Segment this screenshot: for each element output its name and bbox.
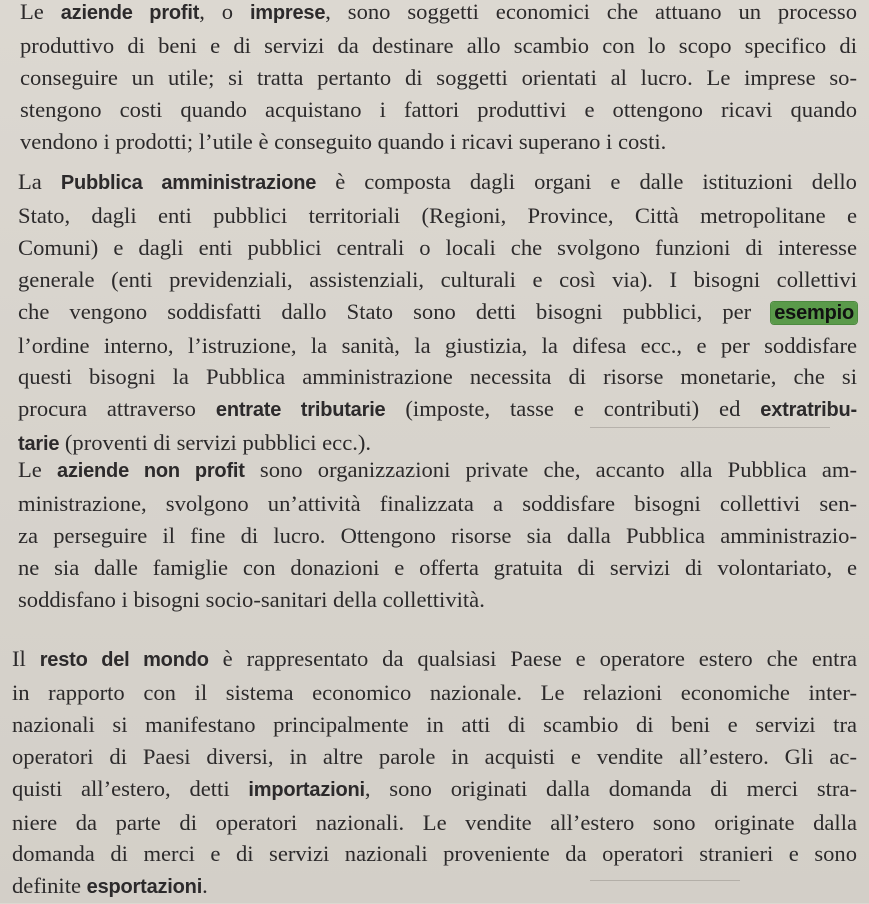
pencil-mark xyxy=(590,427,830,428)
text-line xyxy=(10,232,857,264)
text-line xyxy=(10,709,857,741)
bold-term: aziende profit xyxy=(60,2,200,24)
text-line xyxy=(10,200,857,232)
text-run: in rapporto con il sistema economico nazionale. Le relazioni economiche inter- xyxy=(12,679,857,705)
text-run: che vengono soddisfatti dallo Stato sono detti bisogni pubblici, per xyxy=(18,298,772,324)
bold-term: imprese xyxy=(249,2,326,24)
bold-term: tarie xyxy=(18,433,60,456)
text-line xyxy=(10,361,857,393)
text-line xyxy=(10,552,857,584)
text-line xyxy=(10,296,857,330)
text-run: Le xyxy=(18,457,58,482)
text-line xyxy=(10,264,857,296)
text-run: produttivo di beni e di servizi da destinare allo scambio con lo scopo specifico di xyxy=(20,32,857,58)
text-run: l’ordine interno, l’istruzione, la sanità, la giustizia, la difesa ecc., e per soddisfare xyxy=(18,332,857,358)
text-line xyxy=(10,838,857,870)
text-run: ne sia dalle famiglie con donazioni e offerta gratuita di servizi di volontariato, e xyxy=(18,554,857,580)
text-line xyxy=(10,584,857,616)
text-run: nazionali si manifestano principalmente in atti di scambio di beni e servizi tra xyxy=(12,711,857,737)
pencil-mark xyxy=(590,880,740,881)
bold-term: extratribu- xyxy=(760,399,857,422)
text-run: niere da parte di operatori nazionali. Le vendite all’estero sono originate dalla xyxy=(12,809,857,835)
text-line xyxy=(10,393,857,427)
text-run: vendono i prodotti; l’utile è conseguito quando i ricavi superano i costi. xyxy=(20,128,667,154)
text-run: Comuni) e dagli enti pubblici centrali o locali che svolgono funzioni di interesse xyxy=(18,234,857,260)
paragraph-resto-del-mondo xyxy=(10,643,857,904)
highlighted-term: esempio xyxy=(771,302,857,324)
bold-term: esportazioni xyxy=(86,876,203,899)
text-line xyxy=(10,0,857,30)
text-run: ministrazione, svolgono un’attività finalizzata a soddisfare bisogni collettivi sen- xyxy=(18,490,857,516)
paragraph-imprese xyxy=(10,0,857,158)
text-line xyxy=(10,94,857,126)
text-run: , o xyxy=(199,0,250,24)
text-run: questi bisogni la Pubblica amministrazione necessita di risorse monetarie, che si xyxy=(18,364,857,390)
text-run: Le xyxy=(20,0,61,24)
paragraph-pubblica-amministrazione xyxy=(10,166,857,461)
text-run: definite xyxy=(12,873,87,899)
text-run: (imposte, tasse e contributi) ed xyxy=(385,396,761,422)
text-line xyxy=(10,807,857,839)
paragraph-aziende-non-profit xyxy=(10,454,857,616)
text-line xyxy=(10,741,857,773)
text-line xyxy=(10,126,857,158)
text-run: soddisfano i bisogni socio-sanitari della collettività. xyxy=(18,586,485,612)
text-line xyxy=(10,30,857,62)
text-run: generale (enti previdenziali, assistenziali, culturali e così via). I bisogni collettivi xyxy=(18,266,857,292)
text-run: domanda di merci e di servizi nazionali proveniente da operatori stranieri e sono xyxy=(12,841,857,867)
text-line xyxy=(10,488,857,520)
text-run: procura attraverso xyxy=(18,396,216,422)
text-run: (proventi di servizi pubblici ecc.). xyxy=(59,430,372,456)
text-line xyxy=(10,454,857,488)
text-run: Stato, dagli enti pubblici territoriali (Regioni, Province, Città metropolitane e xyxy=(18,202,857,228)
bold-term: aziende non profit xyxy=(57,460,245,482)
text-run: La xyxy=(18,169,61,194)
text-run: Il xyxy=(12,646,40,671)
text-line xyxy=(10,330,857,362)
text-line xyxy=(10,643,857,677)
text-line xyxy=(10,773,857,807)
text-line xyxy=(10,62,857,94)
bold-term: entrate tributarie xyxy=(215,399,386,422)
text-run: è rappresentato da qualsiasi Paese e operatore estero che entra xyxy=(208,646,858,671)
text-run: operatori di Paesi diversi, in altre parole in acquisti e vendite all’estero. Gli ac- xyxy=(12,743,857,769)
text-run: , sono originati dalla domanda di merci stra- xyxy=(364,775,857,801)
text-run: za perseguire il fine di lucro. Ottengono risorse sia dalla Pubblica amministrazio- xyxy=(18,522,857,548)
text-run: sono organizzazioni private che, accanto alla Pubblica am- xyxy=(244,457,858,482)
text-run: . xyxy=(202,873,208,899)
text-run: , sono soggetti economici che attuano un processo xyxy=(325,0,857,24)
bold-term: resto del mondo xyxy=(39,649,209,671)
text-line xyxy=(10,520,857,552)
text-run: è composta dagli organi e dalle istituzioni dello xyxy=(316,169,857,194)
bold-term: importazioni xyxy=(248,778,365,801)
text-run: conseguire un utile; si tratta pertanto di soggetti orientati al lucro. Le imprese so- xyxy=(20,64,857,90)
text-run: quisti all’estero, detti xyxy=(12,775,249,801)
text-run: stengono costi quando acquistano i fattori produttivi e ottengono ricavi quando xyxy=(20,96,857,122)
bold-term: Pubblica amministrazione xyxy=(60,172,317,194)
text-line xyxy=(10,677,857,709)
text-line xyxy=(10,166,857,200)
text-line xyxy=(10,870,857,904)
